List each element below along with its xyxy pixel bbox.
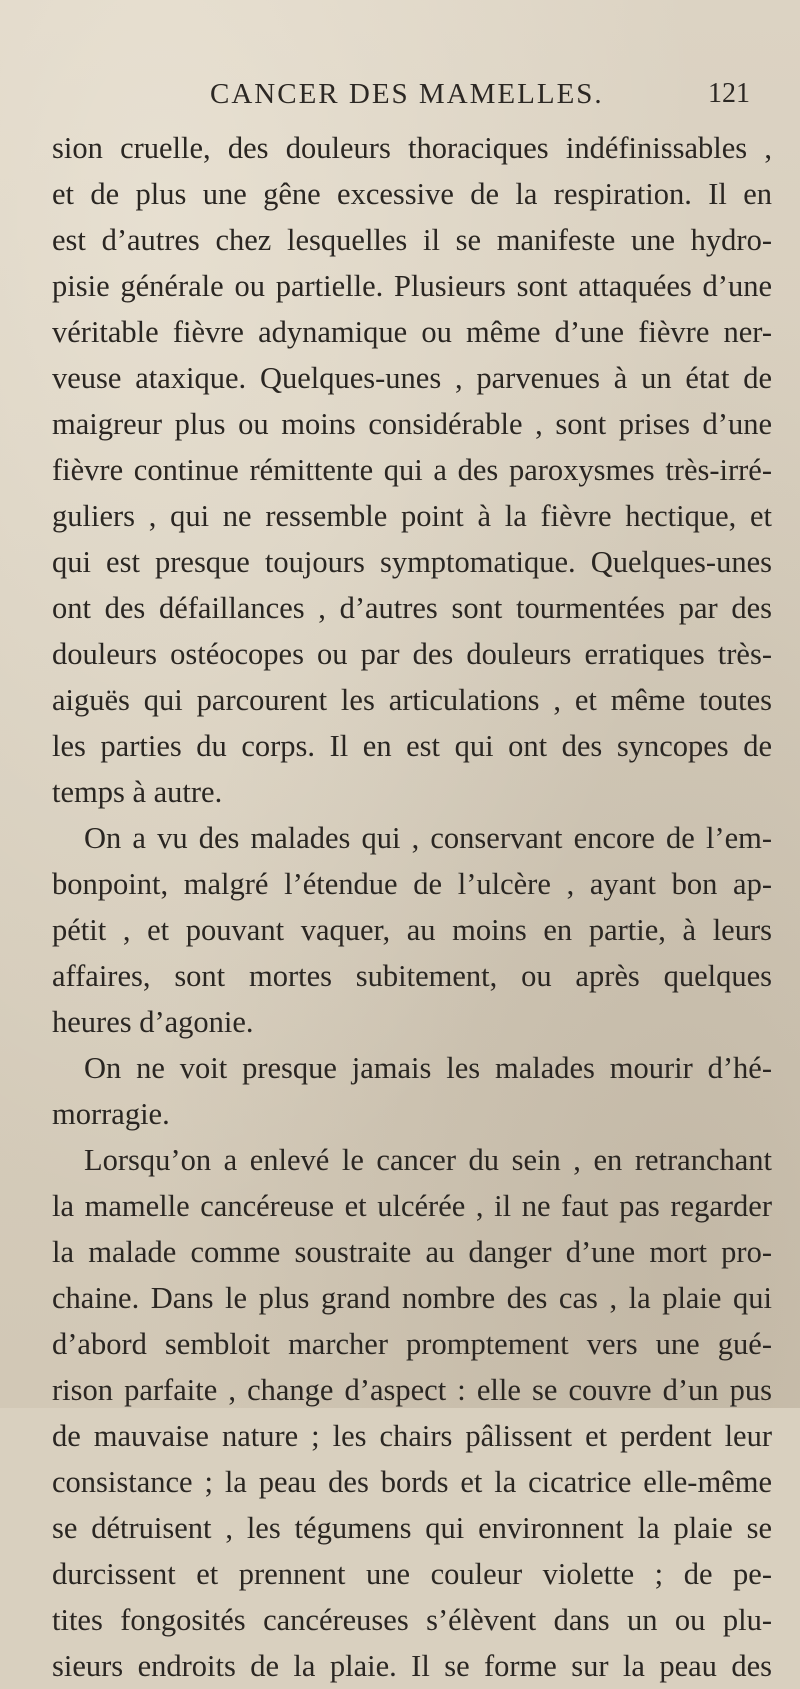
page-number: 121 xyxy=(708,78,750,109)
page-header xyxy=(0,78,800,118)
paragraph-start-line: On ne voit presque jamais les malades mourir d’hé- xyxy=(84,1051,772,1085)
text-line: tites fongosités cancéreuses s’élèvent dans un ou plu- xyxy=(52,1603,772,1637)
text-line: affaires, sont mortes subitement, ou après quelques xyxy=(52,959,772,993)
text-line: qui est presque toujours symptomatique. Quelques-unes xyxy=(52,545,772,579)
text-line: rison parfaite , change d’aspect : elle se couvre d’un pus xyxy=(52,1373,772,1407)
text-line: morragie. xyxy=(52,1097,170,1131)
text-line: la mamelle cancéreuse et ulcérée , il ne faut pas regarder xyxy=(52,1189,772,1223)
text-line: aiguës qui parcourent les articulations , et même toutes xyxy=(52,683,772,717)
text-line: veuse ataxique. Quelques-unes , parvenues à un état de xyxy=(52,361,772,395)
text-line: heures d’agonie. xyxy=(52,1005,254,1039)
text-line: bonpoint, malgré l’étendue de l’ulcère , ayant bon ap- xyxy=(52,867,772,901)
running-title: CANCER DES MAMELLES. xyxy=(210,78,604,110)
text-line: la malade comme soustraite au danger d’une mort pro- xyxy=(52,1235,772,1269)
text-line: guliers , qui ne ressemble point à la fièvre hectique, et xyxy=(52,499,772,533)
body-text xyxy=(52,125,772,1689)
text-line: maigreur plus ou moins considérable , sont prises d’une xyxy=(52,407,772,441)
text-line: douleurs ostéocopes ou par des douleurs erratiques très- xyxy=(52,637,772,671)
text-line: les parties du corps. Il en est qui ont des syncopes de xyxy=(52,729,772,763)
text-line: et de plus une gêne excessive de la respiration. Il en xyxy=(52,177,772,211)
text-line: temps à autre. xyxy=(52,775,223,809)
text-line: consistance ; la peau des bords et la cicatrice elle-même xyxy=(52,1465,772,1499)
text-line: pisie générale ou partielle. Plusieurs sont attaquées d’une xyxy=(52,269,772,303)
text-line: ont des défaillances , d’autres sont tourmentées par des xyxy=(52,591,772,625)
text-line: sion cruelle, des douleurs thoraciques indéfinissables , xyxy=(52,131,772,165)
text-line: pétit , et pouvant vaquer, au moins en partie, à leurs xyxy=(52,913,772,947)
text-line: chaine. Dans le plus grand nombre des cas , la plaie qui xyxy=(52,1281,772,1315)
text-line: de mauvaise nature ; les chairs pâlissent et perdent leur xyxy=(52,1419,772,1453)
text-line: sieurs endroits de la plaie. Il se forme sur la peau des xyxy=(52,1649,772,1683)
text-line: durcissent et prennent une couleur violette ; de pe- xyxy=(52,1557,772,1591)
paragraph-start-line: Lorsqu’on a enlevé le cancer du sein , en retranchant xyxy=(84,1143,772,1177)
text-line: se détruisent , les tégumens qui environnent la plaie se xyxy=(52,1511,772,1545)
text-line: est d’autres chez lesquelles il se manifeste une hydro- xyxy=(52,223,772,257)
text-line: véritable fièvre adynamique ou même d’une fièvre ner- xyxy=(52,315,772,349)
text-line: d’abord sembloit marcher promptement vers une gué- xyxy=(52,1327,772,1361)
paragraph-start-line: On a vu des malades qui , conservant encore de l’em- xyxy=(84,821,772,855)
text-line: fièvre continue rémittente qui a des paroxysmes très-irré- xyxy=(52,453,772,487)
